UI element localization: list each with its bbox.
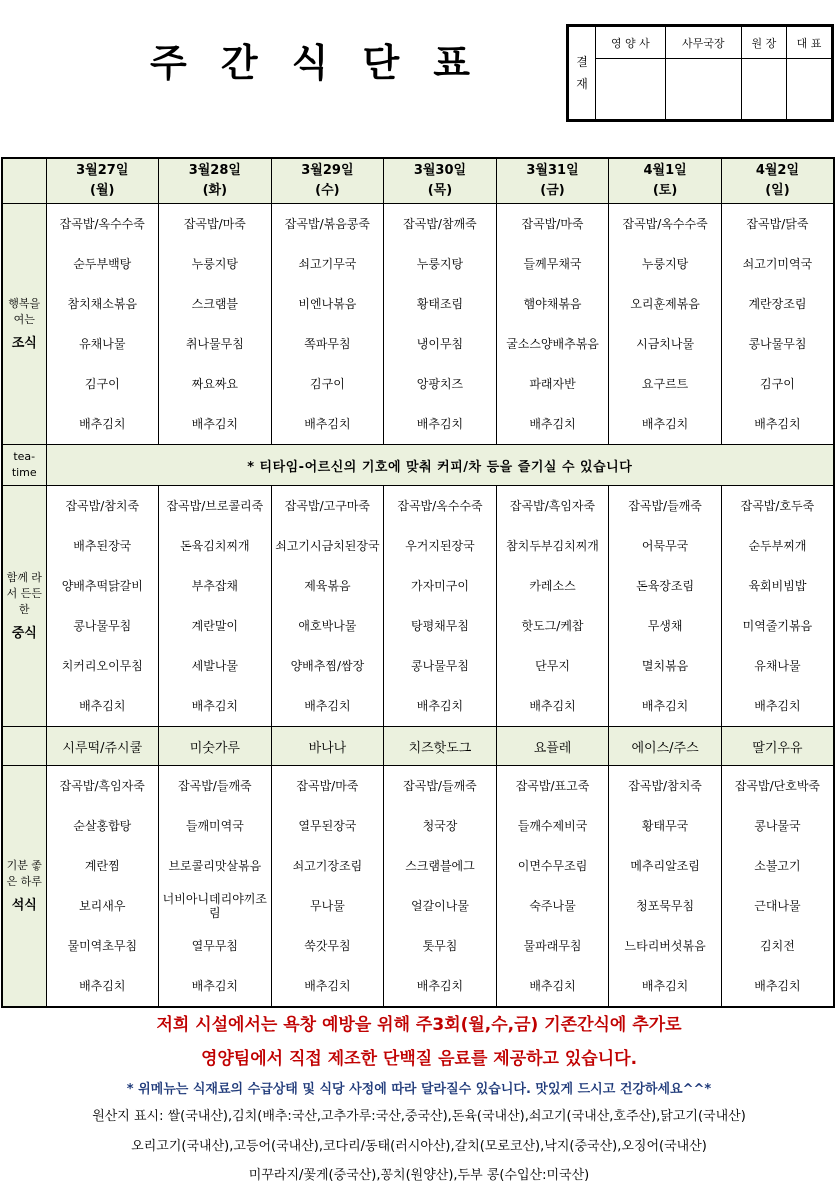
menu-item: 쑥갓무침 [304,939,351,953]
breakfast-label-main: 조식 [11,336,37,351]
menu-item: 참치두부김치찌개 [506,539,599,553]
menu-item: 톳무침 [422,939,458,953]
menu-item: 근대나물 [754,899,801,913]
menu-item: 배추김치 [529,699,576,713]
lunch-day-cell [46,486,159,727]
approval-role: 대 표 [786,27,831,59]
menu-item: 배추된장국 [73,539,132,553]
menu-item: 순두부찌개 [748,539,807,553]
menu-item: 쇠고기미역국 [742,257,813,271]
menu-item: 배추김치 [754,699,801,713]
menu-item: 배추김치 [529,979,576,993]
approval-role: 사무국장 [665,27,741,59]
lunch-label-sub: 함께 라서 든든한 [6,571,42,616]
menu-item: 콩나물국 [754,819,801,833]
menu-item: 냉이무침 [416,337,464,351]
lunch-row [2,486,834,727]
menu-item: 잡곡밥/호두죽 [740,499,815,513]
menu-item: 배추김치 [191,979,239,993]
corner-cell [2,158,46,204]
menu-item: 메추리알조림 [630,859,700,873]
teatime-row [2,445,834,486]
title-char: 간 [220,40,258,85]
menu-item: 잡곡밥/마죽 [521,217,584,231]
menu-item: 잡곡밥/옥수수죽 [397,499,483,513]
menu-item: 시금치나물 [636,337,695,351]
menu-item: 잡곡밥/옥수수죽 [622,217,708,231]
menu-item: 부추잡채 [191,579,239,593]
menu-item: 잡곡밥/들깨죽 [403,779,477,793]
date-cell: 3월27일 (월) [46,158,159,204]
date-cell: 3월30일 (목) [384,158,497,204]
breakfast-day-cell [384,204,497,445]
menu-item: 이면수무조림 [517,859,588,873]
menu-item: 잡곡밥/단호박죽 [734,779,821,793]
teatime-notice: * 티타임-어르신의 기호에 맞춰 커피/차 등을 즐기실 수 있습니다 [46,445,834,486]
menu-item: 잡곡밥/닭죽 [746,217,809,231]
lunch-label [2,486,46,727]
menu-item: 열무된장국 [298,819,357,833]
breakfast-label [2,204,46,445]
snack-cell: 에이스/주스 [609,727,722,766]
dinner-day-cell [721,766,834,1008]
footer-notice-1: 저희 시설에서는 욕창 예방을 위해 주3회(월,수,금) 기존간식에 추가로 [156,1015,682,1035]
lunch-day-cell [384,486,497,727]
menu-item: 잡곡밥/볶음콩죽 [284,217,370,231]
title-char: 단 [362,40,400,85]
menu-item: 배추김치 [529,417,576,431]
menu-item: 양배추떡닭갈비 [61,579,143,593]
menu-item: 배추김치 [79,979,126,993]
menu-item: 소불고기 [754,859,801,873]
footer-notice-2: 영양팀에서 직접 제조한 단백질 음료를 제공하고 있습니다. [200,1049,638,1069]
menu-item: 들께무채국 [523,257,582,271]
footer-disclaimer: * 위메뉴는 식재료의 수급상태 및 식당 사정에 따라 달라질수 있습니다. 맛있게 드시고 건강하세요^^* [126,1082,712,1097]
menu-item: 쇠고기무국 [298,257,357,271]
menu-item: 배추김치 [416,979,464,993]
date-cell: 4월2일 (일) [721,158,834,204]
menu-item: 탕평채무침 [410,619,469,633]
origin-label-3: 미꾸라지/꽃게(중국산),꽁치(원양산),두부 콩(수입산:미국산) [248,1168,590,1183]
menu-item: 햄야채볶음 [523,297,582,311]
date-cell: 3월28일 (화) [159,158,272,204]
menu-item: 김구이 [760,377,795,391]
menu-item: 파래자반 [529,377,576,391]
title-char: 식 [291,40,329,85]
menu-item: 들깨미역국 [185,819,244,833]
dinner-row [2,766,834,1008]
approval-side-2: 재 [576,77,588,91]
menu-item: 취나물무침 [185,337,244,351]
snack-cell: 미숫가루 [159,727,272,766]
menu-item: 김치전 [760,939,795,953]
menu-item: 얼갈이나물 [410,899,469,913]
menu-item: 잡곡밥/브로콜리죽 [166,499,264,513]
breakfast-row [2,204,834,445]
snack-row [2,727,834,766]
menu-item: 배추김치 [79,699,126,713]
menu-item: 너비아니데리야끼조림 [162,892,268,920]
menu-item: 잡곡밥/흑임자죽 [509,499,596,513]
date-cell: 4월1일 (토) [609,158,722,204]
lunch-day-cell [159,486,272,727]
menu-item: 물미역초무침 [67,939,138,953]
menu-item: 잡곡밥/들깨죽 [178,779,252,793]
menu-item: 배추김치 [191,417,239,431]
date-cell: 3월31일 (금) [496,158,609,204]
dinner-day-cell [609,766,722,1008]
menu-item: 잡곡밥/고구마죽 [284,499,370,513]
menu-item: 황태무국 [641,819,689,833]
breakfast-day-cell [271,204,384,445]
snack-cell: 딸기우유 [721,727,834,766]
menu-item: 보리새우 [79,899,126,913]
menu-item: 콩나물무침 [748,337,807,351]
menu-item: 육회비빔밥 [748,579,807,593]
menu-item: 잡곡밥/마죽 [183,217,246,231]
menu-item: 핫도그/케찹 [521,619,584,633]
menu-item: 잡곡밥/마죽 [296,779,359,793]
menu-item: 요구르트 [641,377,689,391]
menu-item: 김구이 [84,377,120,391]
menu-item: 짜요짜요 [191,377,239,391]
menu-item: 참치채소볶음 [67,297,138,311]
origin-label-1: 원산지 표시: 쌀(국내산),김치(배추:국산,고추가루:국산,중국산),돈육(국내산),쇠고기(국내산,호주산),닭고기(국내산) [92,1109,746,1124]
lunch-day-cell [609,486,722,727]
lunch-label-main: 중식 [11,626,37,641]
menu-item: 배추김치 [754,417,801,431]
breakfast-day-cell [609,204,722,445]
menu-item: 애호박나물 [298,619,357,633]
menu-item: 배추김치 [79,417,126,431]
menu-item: 김구이 [310,377,345,391]
menu-item: 우거지된장국 [405,539,475,553]
lunch-day-cell [496,486,609,727]
menu-item: 미역줄기볶음 [742,619,813,633]
date-header-row [2,158,834,204]
menu-item: 단무지 [535,659,570,673]
menu-item: 물파래무침 [523,939,582,953]
menu-item: 무나물 [310,899,345,913]
approval-side-1: 결 [576,55,588,69]
menu-item: 누룽지탕 [191,257,239,271]
dinner-day-cell [159,766,272,1008]
menu-item: 잡곡밥/참치죽 [65,499,140,513]
menu-item: 굴소스양배추볶음 [506,337,599,351]
menu-item: 순두부백탕 [73,257,132,271]
menu-item: 오리훈제볶음 [630,297,700,311]
menu-item: 무생채 [647,619,683,633]
menu-item: 누룽지탕 [416,257,464,271]
dinner-day-cell [271,766,384,1008]
menu-item: 잡곡밥/옥수수죽 [59,217,145,231]
lunch-day-cell [271,486,384,727]
menu-item: 앙팡치즈 [416,377,464,391]
menu-item: 계란장조림 [748,297,807,311]
date-cell: 3월29일 (수) [271,158,384,204]
menu-item: 비엔나볶음 [298,297,357,311]
approval-role: 영 양 사 [596,27,666,59]
snack-cell: 바나나 [271,727,384,766]
menu-item: 쇠고기장조림 [292,859,363,873]
menu-item: 카레소스 [529,579,576,593]
menu-item: 돈육장조림 [636,579,695,593]
menu-item: 제육볶음 [304,579,351,593]
menu-item: 잡곡밥/참깨죽 [403,217,477,231]
approval-box [566,24,834,122]
menu-item: 청국장 [422,819,458,833]
menu-item: 멸치볶음 [641,659,689,673]
menu-item: 계란말이 [191,619,239,633]
menu-item: 배추김치 [304,417,351,431]
menu-item: 콩나물무침 [410,659,469,673]
dinner-label-sub: 기분 좋은 하루 [6,859,42,888]
menu-item: 브로콜리맛살볶음 [168,859,262,873]
menu-item: 배추김치 [416,699,464,713]
menu-item: 치커리오이무침 [61,659,143,673]
title-char: 주 [150,40,187,85]
dinner-day-cell [46,766,159,1008]
breakfast-label-sub: 행복을 여는 [8,297,41,326]
menu-item: 배추김치 [754,979,801,993]
menu-item: 느타리버섯볶음 [624,939,706,953]
menu-item: 가자미구이 [410,579,469,593]
menu-item: 황태조림 [416,297,464,311]
signature-box[interactable] [596,59,666,120]
menu-item: 배추김치 [191,699,239,713]
menu-item: 세발나물 [191,659,239,673]
menu-item: 쪽파무침 [304,337,351,351]
menu-item: 잡곡밥/들깨죽 [628,499,702,513]
menu-item: 어묵무국 [641,539,689,553]
menu-item: 배추김치 [304,699,351,713]
menu-item: 유채나물 [754,659,801,673]
signature-box[interactable] [665,59,741,120]
dinner-day-cell [384,766,497,1008]
menu-item: 돈육김치찌개 [180,539,250,553]
menu-item: 잡곡밥/흑임자죽 [59,779,145,793]
menu-item: 배추김치 [304,979,351,993]
menu-item: 누룽지탕 [641,257,689,271]
menu-item: 배추김치 [416,417,464,431]
teatime-label: tea-time [2,445,46,486]
menu-item: 계란찜 [84,859,120,873]
menu-item: 양배추찜/쌈장 [290,659,365,673]
signature-box[interactable] [741,59,786,120]
menu-item: 유채나물 [79,337,126,351]
page-title [150,34,470,84]
menu-item: 배추김치 [641,417,689,431]
menu-item: 열무무침 [191,939,239,953]
weekly-menu-table [1,157,835,1008]
breakfast-day-cell [46,204,159,445]
snack-cell: 요플레 [496,727,609,766]
menu-item: 잡곡밥/참치죽 [628,779,702,793]
approval-side-label [569,27,596,120]
dinner-label-main: 석식 [11,898,37,913]
snack-cell: 시루떡/쥬시쿨 [46,727,159,766]
breakfast-day-cell [159,204,272,445]
lunch-day-cell [721,486,834,727]
menu-item: 숙주나물 [529,899,576,913]
origin-label-2: 오리고기(국내산),고등어(국내산),코다리/동태(러시아산),갈치(모로코산),낙지(중국산),오징어(국내산) [131,1139,707,1154]
menu-item: 스크램블에그 [405,859,475,873]
menu-item: 배추김치 [641,699,689,713]
menu-item: 콩나물무침 [73,619,132,633]
menu-item: 청포묵무침 [636,899,695,913]
menu-item: 쇠고기시금치된장국 [275,539,380,553]
signature-box[interactable] [786,59,831,120]
menu-item: 잡곡밥/표고죽 [515,779,590,793]
snack-label [2,727,46,766]
title-char: 표 [433,40,470,85]
snack-cell: 치즈핫도그 [384,727,497,766]
menu-item: 들깨수제비국 [517,819,588,833]
menu-item: 스크램블 [191,297,239,311]
dinner-day-cell [496,766,609,1008]
menu-item: 순살홍합탕 [73,819,132,833]
dinner-label [2,766,46,1008]
approval-role: 원 장 [741,27,786,59]
menu-item: 배추김치 [641,979,689,993]
breakfast-day-cell [496,204,609,445]
breakfast-day-cell [721,204,834,445]
